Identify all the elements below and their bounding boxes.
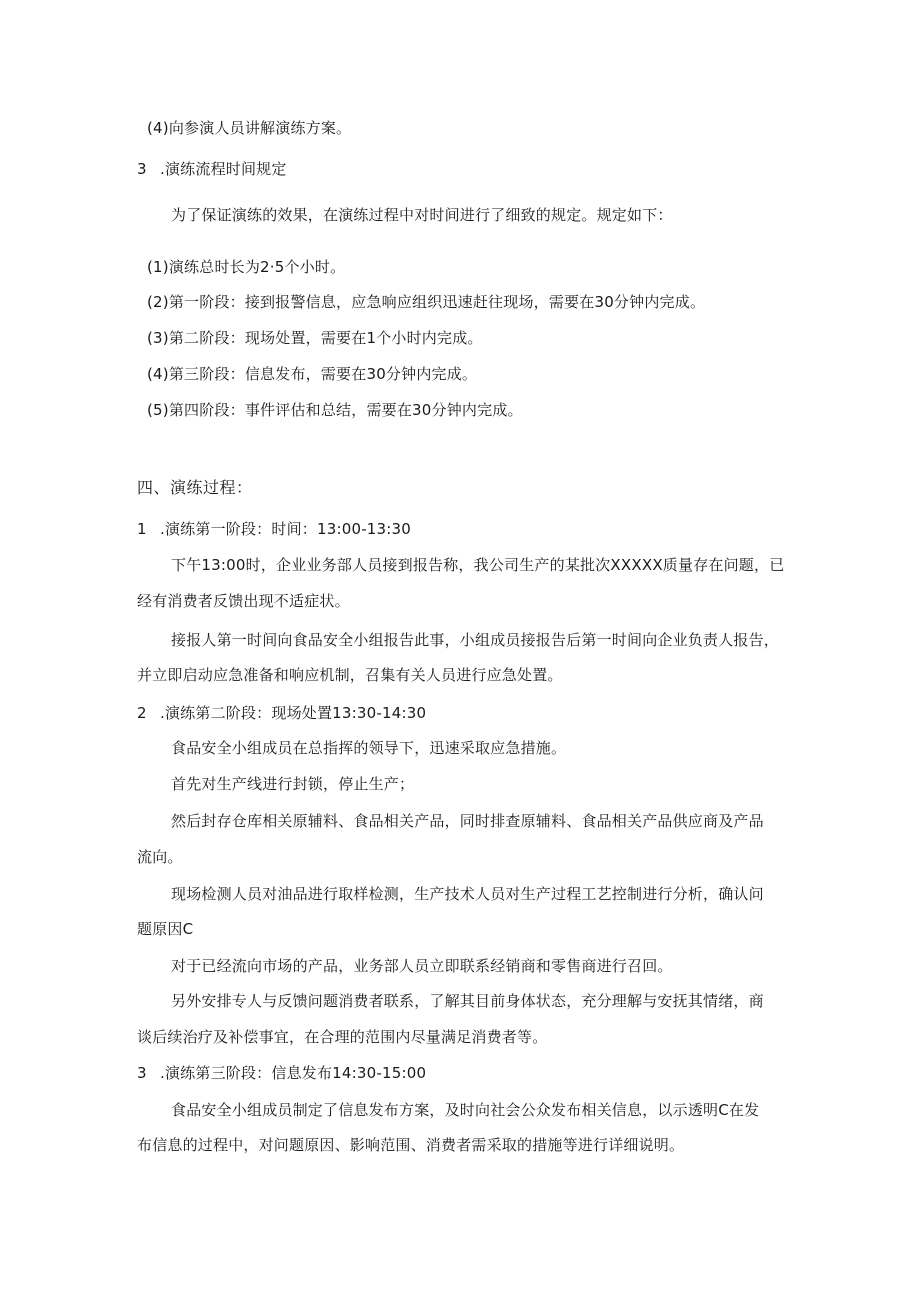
stage-3-paragraph-1-line-1: 食品安全小组成员制定了信息发布方案，及时向社会公众发布相关信息，以示透明C在发 bbox=[171, 1101, 760, 1119]
stage-2-number: 2 bbox=[137, 704, 147, 722]
stage-2-paragraph-1: 食品安全小组成员在总指挥的领导下，迅速采取应急措施。 bbox=[171, 739, 567, 757]
subsection-3-number: 3 bbox=[137, 160, 147, 178]
subsection-3-title: .演练流程时间规定 bbox=[160, 160, 287, 178]
drill-prep-item-4: (4)向参演人员讲解演练方案。 bbox=[147, 119, 352, 137]
stage-1-title: .演练第一阶段：时间：13:00-13:30 bbox=[160, 520, 412, 538]
section-4-heading: 四、演练过程： bbox=[137, 478, 253, 497]
time-rules-intro: 为了保证演练的效果，在演练过程中对时间进行了细致的规定。规定如下： bbox=[171, 206, 673, 224]
time-rule-1: (1)演练总时长为2·5个小时。 bbox=[147, 258, 346, 276]
stage-3-title: .演练第三阶段：信息发布14:30-15:00 bbox=[160, 1064, 427, 1082]
stage-3-paragraph-1-line-2: 布信息的过程中，对问题原因、影响范围、消费者需采取的措施等进行详细说明。 bbox=[137, 1136, 685, 1154]
stage-2-paragraph-6-line-2: 谈后续治疗及补偿事宜，在合理的范围内尽量满足消费者等。 bbox=[137, 1028, 548, 1046]
stage-2-paragraph-5: 对于已经流向市场的产品，业务部人员立即联系经销商和零售商进行召回。 bbox=[171, 957, 673, 975]
stage-2-title: .演练第二阶段：现场处置13:30-14:30 bbox=[160, 704, 427, 722]
stage-1-paragraph-2-line-2: 并立即启动应急准备和响应机制，召集有关人员进行应急处置。 bbox=[137, 666, 563, 684]
stage-2-paragraph-3-line-2: 流向。 bbox=[137, 848, 183, 866]
stage-1-paragraph-1-line-1: 下午13:00时，企业业务部人员接到报告称，我公司生产的某批次XXXXX质量存在问题，已 bbox=[171, 556, 785, 574]
stage-2-paragraph-4-line-1: 现场检测人员对油品进行取样检测，生产技术人员对生产过程工艺控制进行分析，确认问 bbox=[171, 885, 764, 903]
time-rule-3: (3)第二阶段：现场处置，需要在1个小时内完成。 bbox=[147, 329, 483, 347]
time-rule-5: (5)第四阶段：事件评估和总结，需要在30分钟内完成。 bbox=[147, 401, 523, 419]
stage-2-paragraph-6-line-1: 另外安排专人与反馈问题消费者联系，了解其目前身体状态，充分理解与安抚其情绪，商 bbox=[171, 992, 764, 1010]
time-rule-2: (2)第一阶段：接到报警信息，应急响应组织迅速赶往现场，需要在30分钟内完成。 bbox=[147, 293, 706, 311]
stage-1-number: 1 bbox=[137, 520, 147, 538]
stage-1-paragraph-2-line-1: 接报人第一时间向食品安全小组报告此事，小组成员接报告后第一时间向企业负责人报告， bbox=[171, 631, 780, 649]
stage-3-number: 3 bbox=[137, 1064, 147, 1082]
stage-2-paragraph-3-line-1: 然后封存仓库相关原辅料、食品相关产品，同时排查原辅料、食品相关产品供应商及产品 bbox=[171, 812, 764, 830]
stage-2-paragraph-4-line-2: 题原因C bbox=[137, 920, 194, 938]
stage-1-paragraph-1-line-2: 经有消费者反馈出现不适症状。 bbox=[137, 592, 350, 610]
stage-2-paragraph-2: 首先对生产线进行封锁，停止生产； bbox=[171, 775, 415, 793]
time-rule-4: (4)第三阶段：信息发布，需要在30分钟内完成。 bbox=[147, 365, 478, 383]
